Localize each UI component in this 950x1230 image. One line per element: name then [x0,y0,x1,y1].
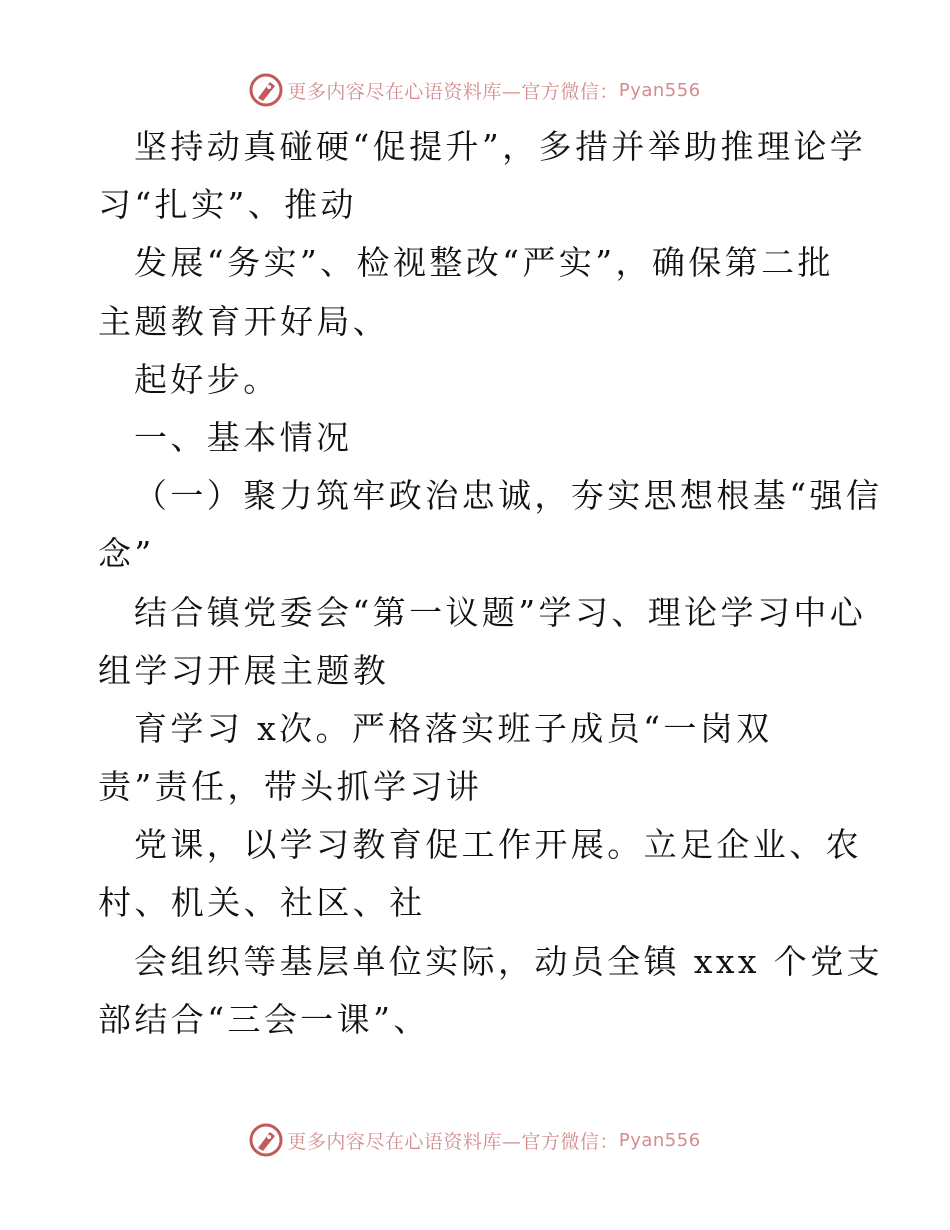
document-body [98,118,884,1049]
text-line: 念” [98,534,155,574]
header-watermark [0,70,950,110]
text-line: 结合镇党委会“第一议题”学习、理论学习中心 [134,592,867,632]
text-line: 部结合“三会一课”、 [98,999,430,1039]
text-line: 习“扎实”、推动 [98,185,357,225]
pen-nib-logo-icon [249,73,283,107]
text-line: 责”责任，带头抓学习讲 [98,767,483,807]
watermark-wechat-id: Pyan556 [618,79,701,101]
text-line: 发展“务实”、检视整改“严实”，确保第二批 [134,243,834,283]
text-line: 一、基本情况 [134,417,353,457]
text-line: （一）聚力筑牢政治忠诚，夯实思想根基“强信 [134,476,883,516]
footer-watermark [0,1120,950,1160]
text-line: 起好步。 [134,359,280,399]
watermark-wechat-id: Pyan556 [618,1129,701,1151]
watermark-text: 更多内容尽在心语资料库—官方微信： [287,80,619,103]
text-line: 村、机关、社区、社 [98,883,426,923]
text-line: 会组织等基层单位实际，动员全镇 xxx 个党支 [134,941,884,981]
pen-nib-logo-icon [249,1123,283,1157]
text-line: 坚持动真碰硬“促提升”，多措并举助推理论学 [134,127,867,166]
text-line: 育学习 x次。严格落实班子成员“一岗双 [134,708,773,748]
text-line: 主题教育开好局、 [98,301,390,341]
watermark-text: 更多内容尽在心语资料库—官方微信： [287,1130,619,1153]
text-line: 党课，以学习教育促工作开展。立足企业、农 [134,825,862,865]
text-line: 组学习开展主题教 [98,650,390,690]
